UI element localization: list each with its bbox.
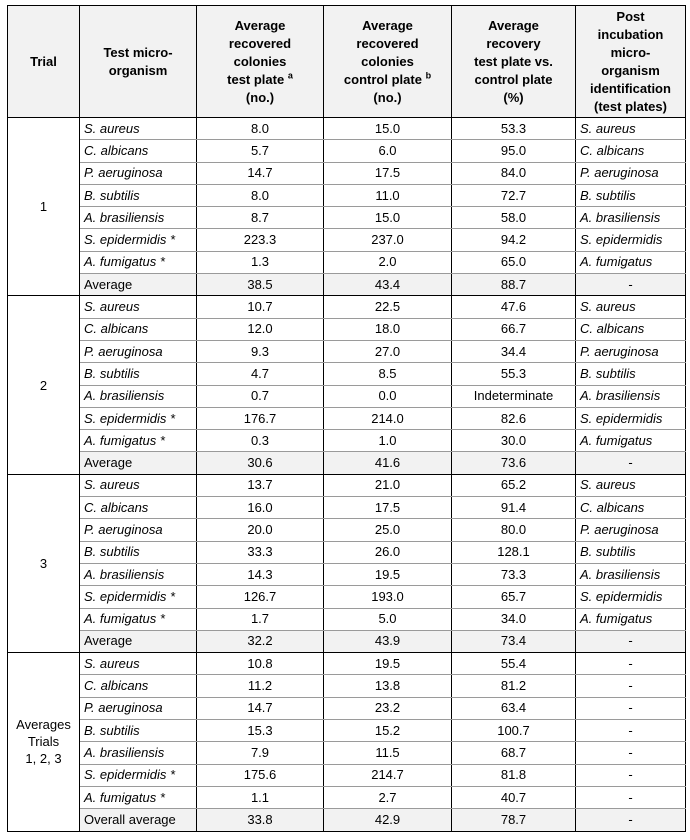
test-plate-cell: 0.7 bbox=[197, 385, 324, 407]
average-row bbox=[8, 630, 686, 652]
control-plate-cell: 27.0 bbox=[324, 340, 452, 362]
control-plate-cell: 15.2 bbox=[324, 720, 452, 742]
control-plate-cell: 6.0 bbox=[324, 140, 452, 162]
identification-cell: - bbox=[576, 675, 686, 697]
test-plate-cell: 1.7 bbox=[197, 608, 324, 630]
control-plate-cell: 22.5 bbox=[324, 296, 452, 318]
control-plate-cell: 2.0 bbox=[324, 251, 452, 273]
identification-cell: - bbox=[576, 742, 686, 764]
header-identification: Post incubation micro- organism identification (test plates) bbox=[576, 6, 686, 118]
header-trial: Trial bbox=[8, 6, 80, 118]
identification-cell: A. fumigatus bbox=[576, 430, 686, 452]
average-test-cell: 38.5 bbox=[197, 274, 324, 296]
test-plate-cell: 14.3 bbox=[197, 563, 324, 585]
recovery-cell: 91.4 bbox=[452, 497, 576, 519]
control-plate-cell: 19.5 bbox=[324, 563, 452, 585]
organism-cell: P. aeruginosa bbox=[80, 697, 197, 719]
test-plate-cell: 33.3 bbox=[197, 541, 324, 563]
average-control-cell: 43.4 bbox=[324, 274, 452, 296]
organism-cell: S. epidermidis * bbox=[80, 229, 197, 251]
header-test-colonies: Average recovered colonies test plate $^a$ (no.) bbox=[197, 6, 324, 118]
test-plate-cell: 7.9 bbox=[197, 742, 324, 764]
control-plate-cell: 21.0 bbox=[324, 474, 452, 496]
identification-cell: C. albicans bbox=[576, 318, 686, 340]
organism-cell: C. albicans bbox=[80, 497, 197, 519]
average-row bbox=[8, 452, 686, 474]
recovery-cell: 63.4 bbox=[452, 697, 576, 719]
recovery-cell: 81.2 bbox=[452, 675, 576, 697]
recovery-cell: 94.2 bbox=[452, 229, 576, 251]
recovery-cell: 30.0 bbox=[452, 430, 576, 452]
organism-cell: A. fumigatus * bbox=[80, 251, 197, 273]
table-row bbox=[8, 363, 686, 385]
test-plate-cell: 4.7 bbox=[197, 363, 324, 385]
recovery-cell: 34.4 bbox=[452, 340, 576, 362]
average-control-cell: 43.9 bbox=[324, 630, 452, 652]
table-row bbox=[8, 586, 686, 608]
control-plate-cell: 19.5 bbox=[324, 653, 452, 675]
organism-cell: B. subtilis bbox=[80, 363, 197, 385]
table-row bbox=[8, 407, 686, 429]
identification-cell: - bbox=[576, 653, 686, 675]
control-plate-cell: 17.5 bbox=[324, 497, 452, 519]
test-plate-cell: 13.7 bbox=[197, 474, 324, 496]
organism-cell: A. brasiliensis bbox=[80, 563, 197, 585]
organism-cell: A. fumigatus * bbox=[80, 608, 197, 630]
identification-cell: P. aeruginosa bbox=[576, 162, 686, 184]
results-table bbox=[7, 5, 686, 832]
trial-label: 1 bbox=[8, 118, 80, 296]
test-plate-cell: 10.8 bbox=[197, 653, 324, 675]
average-label: Average bbox=[80, 452, 197, 474]
table-row bbox=[8, 675, 686, 697]
test-plate-cell: 8.7 bbox=[197, 207, 324, 229]
organism-cell: C. albicans bbox=[80, 675, 197, 697]
test-plate-cell: 12.0 bbox=[197, 318, 324, 340]
trial-group bbox=[8, 474, 686, 652]
recovery-cell: 40.7 bbox=[452, 786, 576, 808]
table-row bbox=[8, 563, 686, 585]
table-row bbox=[8, 229, 686, 251]
recovery-cell: 95.0 bbox=[452, 140, 576, 162]
table-row bbox=[8, 608, 686, 630]
organism-cell: C. albicans bbox=[80, 318, 197, 340]
recovery-cell: 81.8 bbox=[452, 764, 576, 786]
control-plate-cell: 17.5 bbox=[324, 162, 452, 184]
organism-cell: S. aureus bbox=[80, 653, 197, 675]
organism-cell: A. fumigatus * bbox=[80, 786, 197, 808]
trial-group bbox=[8, 653, 686, 831]
control-plate-cell: 11.0 bbox=[324, 184, 452, 206]
average-recovery-cell: 73.4 bbox=[452, 630, 576, 652]
average-control-cell: 42.9 bbox=[324, 809, 452, 831]
table-row bbox=[8, 118, 686, 140]
test-plate-cell: 126.7 bbox=[197, 586, 324, 608]
average-identification-cell: - bbox=[576, 452, 686, 474]
table-row bbox=[8, 162, 686, 184]
test-plate-cell: 1.3 bbox=[197, 251, 324, 273]
average-recovery-cell: 88.7 bbox=[452, 274, 576, 296]
table-row bbox=[8, 653, 686, 675]
table-row bbox=[8, 340, 686, 362]
organism-cell: S. aureus bbox=[80, 296, 197, 318]
test-plate-cell: 15.3 bbox=[197, 720, 324, 742]
test-plate-cell: 14.7 bbox=[197, 162, 324, 184]
control-plate-cell: 214.7 bbox=[324, 764, 452, 786]
control-plate-cell: 237.0 bbox=[324, 229, 452, 251]
test-plate-cell: 1.1 bbox=[197, 786, 324, 808]
footnote-b-marker: b bbox=[425, 70, 432, 81]
recovery-cell: 73.3 bbox=[452, 563, 576, 585]
footnote-a-marker: a bbox=[287, 70, 293, 81]
identification-cell: - bbox=[576, 720, 686, 742]
recovery-cell: 66.7 bbox=[452, 318, 576, 340]
recovery-cell: 84.0 bbox=[452, 162, 576, 184]
recovery-cell: 55.3 bbox=[452, 363, 576, 385]
average-identification-cell: - bbox=[576, 630, 686, 652]
control-plate-cell: 25.0 bbox=[324, 519, 452, 541]
recovery-cell: 128.1 bbox=[452, 541, 576, 563]
header-organism: Test micro- organism bbox=[80, 6, 197, 118]
control-plate-cell: 214.0 bbox=[324, 407, 452, 429]
table-row bbox=[8, 519, 686, 541]
control-plate-cell: 2.7 bbox=[324, 786, 452, 808]
organism-cell: B. subtilis bbox=[80, 541, 197, 563]
organism-cell: S. aureus bbox=[80, 118, 197, 140]
organism-cell: A. fumigatus * bbox=[80, 430, 197, 452]
organism-cell: P. aeruginosa bbox=[80, 340, 197, 362]
identification-cell: A. brasiliensis bbox=[576, 385, 686, 407]
average-row bbox=[8, 809, 686, 831]
header-recovery: Average recovery test plate vs. control plate (%) bbox=[452, 6, 576, 118]
table-container bbox=[7, 5, 686, 832]
recovery-cell: 58.0 bbox=[452, 207, 576, 229]
trial-label: 2 bbox=[8, 296, 80, 474]
average-label: Average bbox=[80, 630, 197, 652]
control-plate-cell: 5.0 bbox=[324, 608, 452, 630]
average-recovery-cell: 73.6 bbox=[452, 452, 576, 474]
test-plate-cell: 5.7 bbox=[197, 140, 324, 162]
test-plate-cell: 8.0 bbox=[197, 184, 324, 206]
organism-cell: A. brasiliensis bbox=[80, 385, 197, 407]
average-recovery-cell: 78.7 bbox=[452, 809, 576, 831]
identification-cell: B. subtilis bbox=[576, 363, 686, 385]
recovery-cell: 100.7 bbox=[452, 720, 576, 742]
identification-cell: S. epidermidis bbox=[576, 229, 686, 251]
organism-cell: P. aeruginosa bbox=[80, 519, 197, 541]
table-header bbox=[8, 6, 686, 118]
identification-cell: S. aureus bbox=[576, 474, 686, 496]
control-plate-cell: 193.0 bbox=[324, 586, 452, 608]
recovery-cell: 34.0 bbox=[452, 608, 576, 630]
identification-cell: B. subtilis bbox=[576, 541, 686, 563]
recovery-cell: 47.6 bbox=[452, 296, 576, 318]
organism-cell: A. brasiliensis bbox=[80, 742, 197, 764]
test-plate-cell: 16.0 bbox=[197, 497, 324, 519]
identification-cell: - bbox=[576, 786, 686, 808]
identification-cell: P. aeruginosa bbox=[576, 340, 686, 362]
test-plate-cell: 10.7 bbox=[197, 296, 324, 318]
identification-cell: A. brasiliensis bbox=[576, 207, 686, 229]
recovery-cell: 65.7 bbox=[452, 586, 576, 608]
test-plate-cell: 8.0 bbox=[197, 118, 324, 140]
trial-label: Averages Trials 1, 2, 3 bbox=[8, 653, 80, 831]
table-row bbox=[8, 497, 686, 519]
average-test-cell: 32.2 bbox=[197, 630, 324, 652]
test-plate-cell: 176.7 bbox=[197, 407, 324, 429]
test-plate-cell: 20.0 bbox=[197, 519, 324, 541]
header-row bbox=[8, 6, 686, 118]
test-plate-cell: 0.3 bbox=[197, 430, 324, 452]
identification-cell: A. fumigatus bbox=[576, 608, 686, 630]
control-plate-cell: 18.0 bbox=[324, 318, 452, 340]
control-plate-cell: 8.5 bbox=[324, 363, 452, 385]
identification-cell: - bbox=[576, 764, 686, 786]
organism-cell: S. epidermidis * bbox=[80, 586, 197, 608]
average-identification-cell: - bbox=[576, 274, 686, 296]
test-plate-cell: 223.3 bbox=[197, 229, 324, 251]
table-row bbox=[8, 207, 686, 229]
average-test-cell: 30.6 bbox=[197, 452, 324, 474]
table-row bbox=[8, 184, 686, 206]
organism-cell: A. brasiliensis bbox=[80, 207, 197, 229]
recovery-cell: 72.7 bbox=[452, 184, 576, 206]
trial-group bbox=[8, 296, 686, 474]
recovery-cell: 68.7 bbox=[452, 742, 576, 764]
average-control-cell: 41.6 bbox=[324, 452, 452, 474]
control-plate-cell: 15.0 bbox=[324, 207, 452, 229]
identification-cell: A. fumigatus bbox=[576, 251, 686, 273]
table-row bbox=[8, 742, 686, 764]
table-row bbox=[8, 385, 686, 407]
organism-cell: B. subtilis bbox=[80, 720, 197, 742]
control-plate-cell: 13.8 bbox=[324, 675, 452, 697]
organism-cell: S. epidermidis * bbox=[80, 764, 197, 786]
recovery-cell: 65.0 bbox=[452, 251, 576, 273]
trial-label: 3 bbox=[8, 474, 80, 652]
recovery-cell: 55.4 bbox=[452, 653, 576, 675]
organism-cell: C. albicans bbox=[80, 140, 197, 162]
trial-group bbox=[8, 118, 686, 296]
control-plate-cell: 0.0 bbox=[324, 385, 452, 407]
identification-cell: S. aureus bbox=[576, 118, 686, 140]
recovery-cell: 80.0 bbox=[452, 519, 576, 541]
average-test-cell: 33.8 bbox=[197, 809, 324, 831]
identification-cell: - bbox=[576, 697, 686, 719]
test-plate-cell: 175.6 bbox=[197, 764, 324, 786]
identification-cell: C. albicans bbox=[576, 497, 686, 519]
table-row bbox=[8, 541, 686, 563]
control-plate-cell: 11.5 bbox=[324, 742, 452, 764]
test-plate-cell: 14.7 bbox=[197, 697, 324, 719]
identification-cell: S. epidermidis bbox=[576, 407, 686, 429]
control-plate-cell: 26.0 bbox=[324, 541, 452, 563]
identification-cell: S. aureus bbox=[576, 296, 686, 318]
table-row bbox=[8, 474, 686, 496]
table-row bbox=[8, 720, 686, 742]
average-identification-cell: - bbox=[576, 809, 686, 831]
organism-cell: B. subtilis bbox=[80, 184, 197, 206]
table-row bbox=[8, 251, 686, 273]
table-row bbox=[8, 697, 686, 719]
table-row bbox=[8, 786, 686, 808]
header-control-colonies: Average recovered colonies control plate $^b$ (no.) bbox=[324, 6, 452, 118]
identification-cell: A. brasiliensis bbox=[576, 563, 686, 585]
test-plate-cell: 9.3 bbox=[197, 340, 324, 362]
average-label: Overall average bbox=[80, 809, 197, 831]
average-label: Average bbox=[80, 274, 197, 296]
table-row bbox=[8, 430, 686, 452]
identification-cell: C. albicans bbox=[576, 140, 686, 162]
identification-cell: P. aeruginosa bbox=[576, 519, 686, 541]
identification-cell: B. subtilis bbox=[576, 184, 686, 206]
average-row bbox=[8, 274, 686, 296]
organism-cell: P. aeruginosa bbox=[80, 162, 197, 184]
control-plate-cell: 1.0 bbox=[324, 430, 452, 452]
recovery-cell: 65.2 bbox=[452, 474, 576, 496]
control-plate-cell: 23.2 bbox=[324, 697, 452, 719]
recovery-cell: 53.3 bbox=[452, 118, 576, 140]
organism-cell: S. epidermidis * bbox=[80, 407, 197, 429]
organism-cell: S. aureus bbox=[80, 474, 197, 496]
recovery-cell: Indeterminate bbox=[452, 385, 576, 407]
test-plate-cell: 11.2 bbox=[197, 675, 324, 697]
table-row bbox=[8, 764, 686, 786]
table-row bbox=[8, 140, 686, 162]
identification-cell: S. epidermidis bbox=[576, 586, 686, 608]
table-row bbox=[8, 296, 686, 318]
table-row bbox=[8, 318, 686, 340]
recovery-cell: 82.6 bbox=[452, 407, 576, 429]
control-plate-cell: 15.0 bbox=[324, 118, 452, 140]
